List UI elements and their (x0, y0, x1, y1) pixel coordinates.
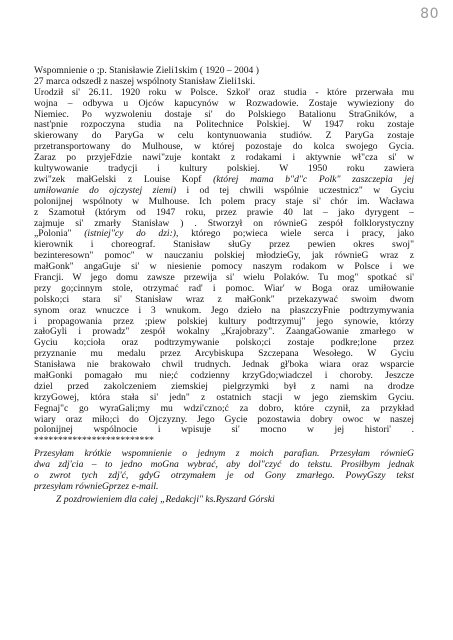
body-line: Fegnaj"c go wyraGali;my mu wdzi'czno;ć za dobro, które czynił, za przykład (34, 403, 414, 414)
body-line: „Polonia" (istniej"cy do dzi:), którego po;wieca wiele serca i pracy, jako (34, 229, 414, 240)
body-line: 27 marca odszedł z naszej wspólnoty Stanisław Zieli1ski. (34, 76, 256, 87)
body-line: Francji. W jego domu zawsze przewija si' wielu Polaków. Tu mog" spotkać si' (34, 272, 414, 283)
body-line: polsko;ci stara si' Stanisław wraz z małGonk" przekazywać swoim dwom (34, 294, 414, 305)
body-text (34, 77, 414, 447)
body-line: dziel przed zakolczeniem ziemskiej pielgrzymki był z nami na drodze (34, 381, 414, 392)
body-line: kierownik i choreograf. Stanisław słuGy przez pewien okres swoj" (34, 240, 414, 251)
body-line: wiary oraz miło;ci do Ojczyzny. Jego Gycie pozostawia dobry owoc w naszej (34, 414, 414, 425)
body-line: Zaraz po przyjeFdzie nawi"zuje kontakt z rodakami i aktywnie wł"cza si' w (34, 153, 414, 164)
body-line: umiłowanie do ojczystej ziemi) i od tej chwili wspólnie uczestnicz" w Gyciu (34, 185, 414, 196)
closing-line: Przesyłam krótkie wspomnienie o jednym z moich parafian. Przesyłam równieG (34, 449, 414, 460)
body-line: i propagowania przez ;piew polskiej kultury podtrzymuj" jego synowie, którzy (34, 316, 414, 327)
signature: Z pozdrowieniem dla całej „Redakcji" ks.Ryszard Górski (56, 494, 275, 505)
body-line: krzyGowej, która stała si' jedn" z ostatnich stacji w jego ziemskim Gyciu. (34, 392, 414, 403)
body-line: załoGyli i prowadz" zespół wokalny „Krajobrazy". ZaangaGowanie zmarłego w (34, 327, 414, 338)
letter-title: Wspomnienie o ;p. Stanisławie Zieli1skim ( 1920 – 2004 ) (34, 66, 259, 76)
body-line: ************************* (34, 436, 154, 447)
page-number: 80 (420, 6, 439, 22)
body-line: polonijnej wspólnoty w Mulhouse. Ich polem pracy staje si' chór im. Wacława (34, 196, 414, 207)
body-line: bezinteresown" pomoc" w nauczaniu polskiej młodzieGy, jak równieG wraz z (34, 251, 414, 262)
letter-body (34, 66, 414, 506)
body-line: przyznanie mu medalu przez Arcybiskupa Szczepana Wesołego. W Gyciu (34, 349, 414, 360)
body-line: Gyciu ko;cioła oraz podtrzymywanie polsko;ci zostaje podkre;lone przez (34, 338, 414, 349)
body-line: przetransportowany do Mulhouse, w której pozostaje do kolca swojego Gycia. (34, 142, 414, 153)
body-line: Niemiec. Po wyzwoleniu dostaje si' do Polskiego Batalionu StraGników, a (34, 109, 414, 120)
closing-line: o zwrot tych zdj'ć, gdyG otrzymałem je od Gony zmarłego. PowyGszy tekst (34, 471, 414, 481)
body-line: kultywowanie tradycji i kultury polskiej. W 1950 roku zawiera (34, 164, 414, 175)
body-line: przy go;cinnym stole, otrzymać rad' i pomoc. Wiar' w Boga oraz umiłowanie (34, 283, 414, 294)
body-line: zajmuje si' zmarły Stanisław ) . Stworzył on równieG zespół folklorystyczny (34, 218, 414, 229)
body-line: skierowany do ParyGa w celu kontynuowania studiów. Z ParyGa zostaje (34, 131, 414, 142)
body-line: synom oraz wnuczce i 3 wnukom. Jego dzieło na płaszczyFnie podtrzymywania (34, 305, 414, 316)
body-line: wojna – odbywa u Ojców kapucynów w Rozwadowie. Zostaje wywieziony do (34, 98, 414, 109)
body-line: małGonki pomagało mu nie;ć codzienny krzyGdo;wiadczel i choroby. Jeszcze (34, 370, 414, 381)
closing-note (34, 449, 414, 493)
closing-line: dwa zdj'cia – to jedno moGna wybrać, aby dol"czyć do tekstu. Prosiłbym jednak (34, 460, 414, 471)
closing-line: przesyłam równieGprzez e-mail. (34, 481, 159, 492)
body-line: polonijnej wspólnocie i wpisuje si' mocno w jej histori' . (34, 425, 414, 436)
body-line: Urodził si' 26.11. 1920 roku w Polsce. Szkoł' oraz studia - które przerwała mu (34, 87, 414, 98)
body-line: Stanisława nie brakowało chwil trudnych. Jednak gł'boka wiara oraz wsparcie (34, 360, 414, 371)
body-line: zwi"zek małGelski z Louise Kopf (której mama b"d"c Polk" zaszczepia jej (34, 174, 414, 185)
body-line: nast'pnie rozpoczyna studia na Politechnice Polskiej. W 1947 roku zostaje (34, 120, 414, 131)
body-line: małGonk" angaGuje si' w niesienie pomocy naszym rodakom w Polsce i we (34, 262, 414, 273)
body-line: z Szamotuł (którym od 1947 roku, przez prawie 40 lat – jako dyrygent – (34, 207, 414, 218)
